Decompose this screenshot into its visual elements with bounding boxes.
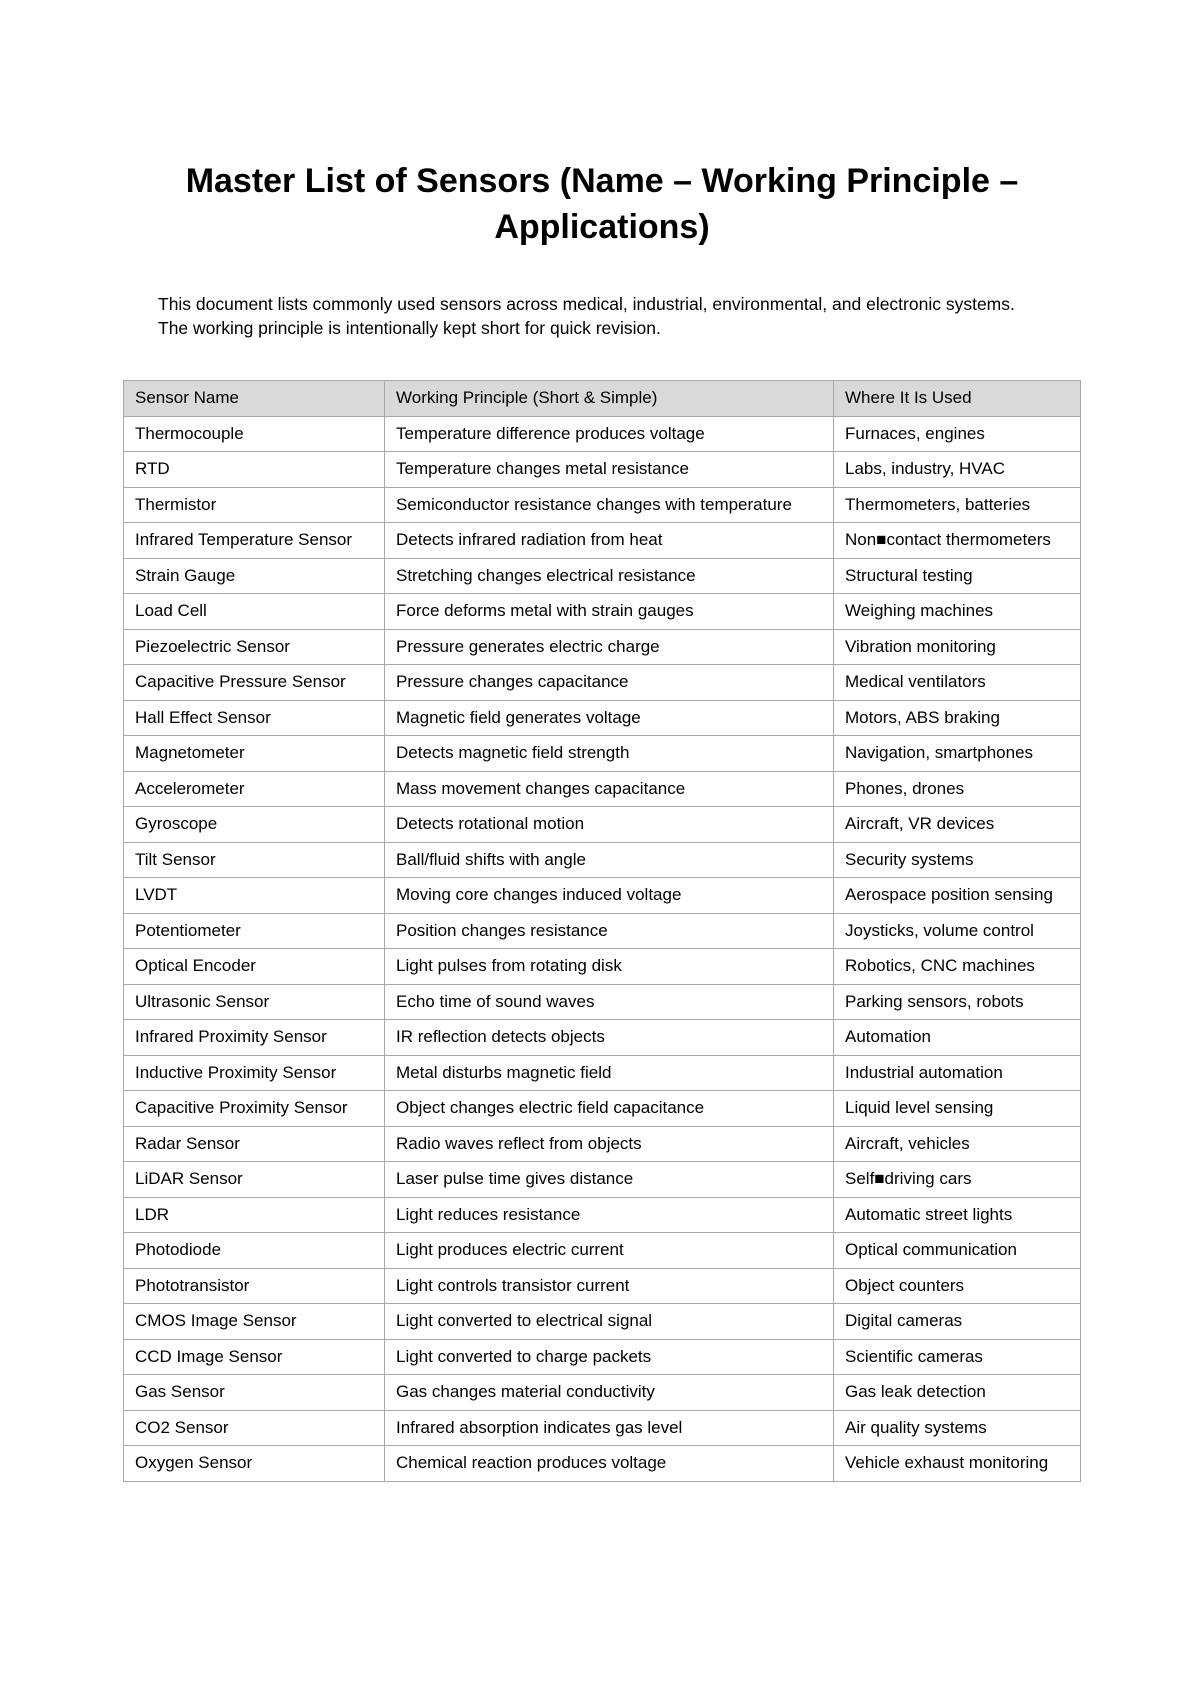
cell-sensor-name: Thermistor	[124, 487, 385, 523]
cell-where-used: Aircraft, VR devices	[834, 807, 1081, 843]
cell-where-used: Medical ventilators	[834, 665, 1081, 701]
cell-sensor-name: CO2 Sensor	[124, 1410, 385, 1446]
cell-working-principle: Light converted to charge packets	[385, 1339, 834, 1375]
cell-sensor-name: CCD Image Sensor	[124, 1339, 385, 1375]
table-row	[124, 807, 1081, 843]
cell-working-principle: Object changes electric field capacitance	[385, 1091, 834, 1127]
cell-working-principle: Light pulses from rotating disk	[385, 949, 834, 985]
cell-where-used: Air quality systems	[834, 1410, 1081, 1446]
cell-sensor-name: Infrared Temperature Sensor	[124, 523, 385, 559]
cell-where-used: Self■driving cars	[834, 1162, 1081, 1198]
table-row	[124, 558, 1081, 594]
cell-where-used: Navigation, smartphones	[834, 736, 1081, 772]
cell-working-principle: Magnetic field generates voltage	[385, 700, 834, 736]
cell-where-used: Security systems	[834, 842, 1081, 878]
cell-working-principle: Detects magnetic field strength	[385, 736, 834, 772]
cell-sensor-name: Gyroscope	[124, 807, 385, 843]
cell-sensor-name: LiDAR Sensor	[124, 1162, 385, 1198]
cell-working-principle: Chemical reaction produces voltage	[385, 1446, 834, 1482]
cell-working-principle: Light controls transistor current	[385, 1268, 834, 1304]
cell-working-principle: Radio waves reflect from objects	[385, 1126, 834, 1162]
cell-where-used: Scientific cameras	[834, 1339, 1081, 1375]
cell-sensor-name: Phototransistor	[124, 1268, 385, 1304]
table-row	[124, 487, 1081, 523]
table-row	[124, 1197, 1081, 1233]
column-header-sensor-name: Sensor Name	[124, 381, 385, 417]
table-header-row	[124, 381, 1081, 417]
cell-sensor-name: LVDT	[124, 878, 385, 914]
cell-working-principle: Gas changes material conductivity	[385, 1375, 834, 1411]
cell-sensor-name: Potentiometer	[124, 913, 385, 949]
cell-working-principle: Position changes resistance	[385, 913, 834, 949]
cell-sensor-name: Capacitive Pressure Sensor	[124, 665, 385, 701]
cell-where-used: Parking sensors, robots	[834, 984, 1081, 1020]
cell-where-used: Liquid level sensing	[834, 1091, 1081, 1127]
cell-sensor-name: Load Cell	[124, 594, 385, 630]
cell-sensor-name: Hall Effect Sensor	[124, 700, 385, 736]
column-header-working-principle: Working Principle (Short & Simple)	[385, 381, 834, 417]
cell-working-principle: Light reduces resistance	[385, 1197, 834, 1233]
cell-working-principle: Pressure generates electric charge	[385, 629, 834, 665]
table-row	[124, 523, 1081, 559]
table-row	[124, 1091, 1081, 1127]
document-intro: This document lists commonly used sensors across medical, industrial, environmental, and electronic systems. The working principle is intentionally kept short for quick revision.	[158, 294, 1015, 338]
cell-sensor-name: CMOS Image Sensor	[124, 1304, 385, 1340]
cell-where-used: Furnaces, engines	[834, 416, 1081, 452]
cell-where-used: Joysticks, volume control	[834, 913, 1081, 949]
table-header	[124, 381, 1081, 417]
sensor-table	[123, 380, 1081, 1482]
cell-working-principle: Temperature difference produces voltage	[385, 416, 834, 452]
cell-where-used: Weighing machines	[834, 594, 1081, 630]
cell-where-used: Labs, industry, HVAC	[834, 452, 1081, 488]
cell-sensor-name: Accelerometer	[124, 771, 385, 807]
cell-where-used: Aerospace position sensing	[834, 878, 1081, 914]
cell-where-used: Digital cameras	[834, 1304, 1081, 1340]
cell-working-principle: IR reflection detects objects	[385, 1020, 834, 1056]
cell-sensor-name: Radar Sensor	[124, 1126, 385, 1162]
cell-where-used: Phones, drones	[834, 771, 1081, 807]
cell-working-principle: Temperature changes metal resistance	[385, 452, 834, 488]
table-row	[124, 771, 1081, 807]
cell-where-used: Gas leak detection	[834, 1375, 1081, 1411]
cell-working-principle: Echo time of sound waves	[385, 984, 834, 1020]
cell-where-used: Vehicle exhaust monitoring	[834, 1446, 1081, 1482]
cell-where-used: Industrial automation	[834, 1055, 1081, 1091]
cell-working-principle: Semiconductor resistance changes with temperature	[385, 487, 834, 523]
cell-working-principle: Light converted to electrical signal	[385, 1304, 834, 1340]
cell-where-used: Structural testing	[834, 558, 1081, 594]
table-row	[124, 1446, 1081, 1482]
cell-sensor-name: Strain Gauge	[124, 558, 385, 594]
cell-working-principle: Metal disturbs magnetic field	[385, 1055, 834, 1091]
table-row	[124, 700, 1081, 736]
cell-where-used: Optical communication	[834, 1233, 1081, 1269]
cell-sensor-name: Capacitive Proximity Sensor	[124, 1091, 385, 1127]
cell-where-used: Robotics, CNC machines	[834, 949, 1081, 985]
table-body	[124, 416, 1081, 1481]
column-header-where-used: Where It Is Used	[834, 381, 1081, 417]
cell-sensor-name: Oxygen Sensor	[124, 1446, 385, 1482]
cell-working-principle: Pressure changes capacitance	[385, 665, 834, 701]
cell-where-used: Automatic street lights	[834, 1197, 1081, 1233]
cell-working-principle: Light produces electric current	[385, 1233, 834, 1269]
table-row	[124, 452, 1081, 488]
table-row	[124, 1126, 1081, 1162]
cell-sensor-name: RTD	[124, 452, 385, 488]
cell-where-used: Thermometers, batteries	[834, 487, 1081, 523]
cell-sensor-name: Magnetometer	[124, 736, 385, 772]
cell-where-used: Vibration monitoring	[834, 629, 1081, 665]
table-row	[124, 1020, 1081, 1056]
cell-sensor-name: Ultrasonic Sensor	[124, 984, 385, 1020]
table-row	[124, 878, 1081, 914]
cell-working-principle: Ball/fluid shifts with angle	[385, 842, 834, 878]
table-row	[124, 736, 1081, 772]
table-row	[124, 416, 1081, 452]
cell-where-used: Object counters	[834, 1268, 1081, 1304]
cell-sensor-name: Inductive Proximity Sensor	[124, 1055, 385, 1091]
cell-sensor-name: Optical Encoder	[124, 949, 385, 985]
table-row	[124, 1162, 1081, 1198]
table-row	[124, 1268, 1081, 1304]
table-row	[124, 1304, 1081, 1340]
table-row	[124, 842, 1081, 878]
table-row	[124, 949, 1081, 985]
cell-working-principle: Detects infrared radiation from heat	[385, 523, 834, 559]
cell-sensor-name: Infrared Proximity Sensor	[124, 1020, 385, 1056]
cell-working-principle: Infrared absorption indicates gas level	[385, 1410, 834, 1446]
cell-working-principle: Detects rotational motion	[385, 807, 834, 843]
table-row	[124, 1410, 1081, 1446]
table-row	[124, 1339, 1081, 1375]
cell-sensor-name: Gas Sensor	[124, 1375, 385, 1411]
document-title: Master List of Sensors (Name – Working Principle – Applications)	[185, 162, 1019, 246]
cell-sensor-name: Tilt Sensor	[124, 842, 385, 878]
table-row	[124, 913, 1081, 949]
cell-where-used: Automation	[834, 1020, 1081, 1056]
table-row	[124, 984, 1081, 1020]
cell-sensor-name: Photodiode	[124, 1233, 385, 1269]
table-row	[124, 1233, 1081, 1269]
cell-sensor-name: Piezoelectric Sensor	[124, 629, 385, 665]
cell-sensor-name: LDR	[124, 1197, 385, 1233]
table-row	[124, 629, 1081, 665]
cell-working-principle: Moving core changes induced voltage	[385, 878, 834, 914]
cell-where-used: Non■contact thermometers	[834, 523, 1081, 559]
table-row	[124, 1375, 1081, 1411]
table-row	[124, 1055, 1081, 1091]
cell-working-principle: Mass movement changes capacitance	[385, 771, 834, 807]
cell-working-principle: Stretching changes electrical resistance	[385, 558, 834, 594]
table-row	[124, 594, 1081, 630]
cell-where-used: Aircraft, vehicles	[834, 1126, 1081, 1162]
cell-where-used: Motors, ABS braking	[834, 700, 1081, 736]
table-row	[124, 665, 1081, 701]
cell-working-principle: Force deforms metal with strain gauges	[385, 594, 834, 630]
cell-sensor-name: Thermocouple	[124, 416, 385, 452]
cell-working-principle: Laser pulse time gives distance	[385, 1162, 834, 1198]
